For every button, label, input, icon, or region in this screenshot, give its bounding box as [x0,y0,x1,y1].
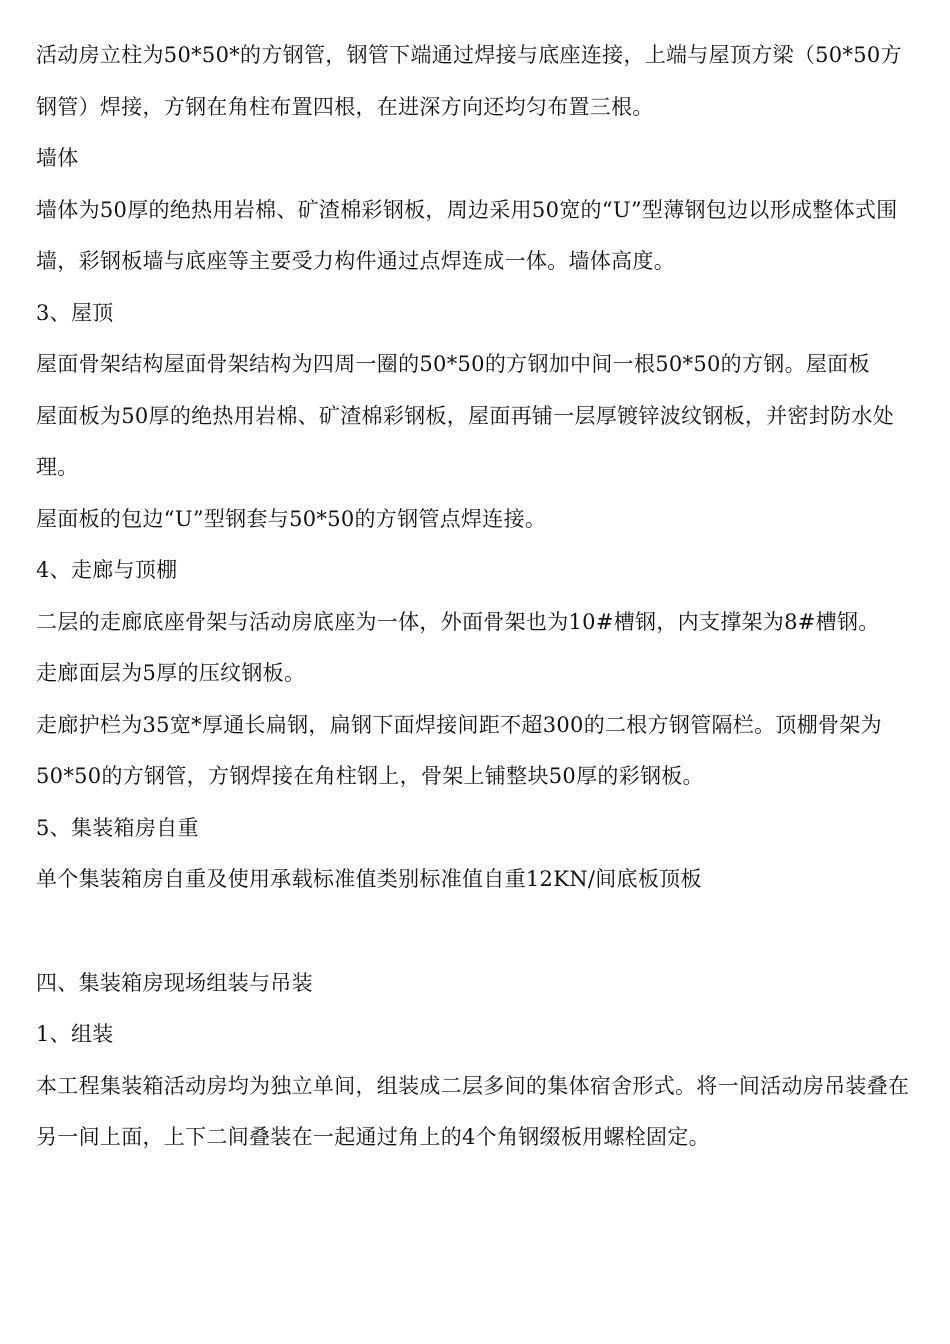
paragraph-column-structure: 活动房立柱为50*50*的方钢管，钢管下端通过焊接与底座连接，上端与屋顶方梁（50*50方钢管）焊接，方钢在角柱布置四根，在进深方向还均匀布置三根。 [36,43,902,119]
paragraph-assembly: 本工程集装箱活动房均为独立单间，组装成二层多间的集体宿舍形式。将一间活动房吊装叠在另一间上面，上下二间叠装在一起通过角上的4个角钢缀板用螺栓固定。 [36,1073,910,1149]
heading-self-weight: 5、集装箱房自重 [36,815,199,840]
paragraph-roof-edge: 屋面板的包边“U”型钢套与50*50的方钢管点焊连接。 [36,506,547,531]
paragraph-corridor-surface: 走廊面层为5厚的压纹钢板。 [36,661,306,685]
heading-wall: 墙体 [36,146,79,170]
document-page [36,30,916,1164]
heading-corridor: 4、走廊与顶棚 [36,558,178,582]
paragraph-roof-frame: 屋面骨架结构屋面骨架结构为四周一圈的50*50的方钢加中间一根50*50的方钢。屋面板 [36,352,870,376]
paragraph-corridor-railing: 走廊护栏为35宽*厚通长扁钢，扁钢下面焊接间距不超300的二根方钢管隔栏。顶棚骨架为50*50的方钢管，方钢焊接在角柱钢上，骨架上铺整块50厚的彩钢板。 [36,712,882,788]
paragraph-self-weight: 单个集装箱房自重及使用承载标准值类别标准值自重12KN/间底板顶板 [36,867,702,891]
heading-roof: 3、屋顶 [36,300,114,325]
paragraph-roof-panel: 屋面板为50厚的绝热用岩棉、矿渣棉彩钢板，屋面再铺一层厚镀锌波纹钢板，并密封防水处理。 [36,403,895,479]
blank-gap [36,906,916,958]
paragraph-wall: 墙体为50厚的绝热用岩棉、矿渣棉彩钢板，周边采用50宽的“U”型薄钢包边以形成整体式围墙，彩钢板墙与底座等主要受力构件通过点焊连成一体。墙体高度。 [36,197,898,273]
section-title: 四、集装箱房现场组装与吊装 [36,970,313,995]
paragraph-corridor-frame: 二层的走廊底座骨架与活动房底座为一体，外面骨架也为10#槽钢，内支撑架为8#槽钢。 [36,609,880,634]
subsection-title: 1、组装 [36,1022,114,1046]
